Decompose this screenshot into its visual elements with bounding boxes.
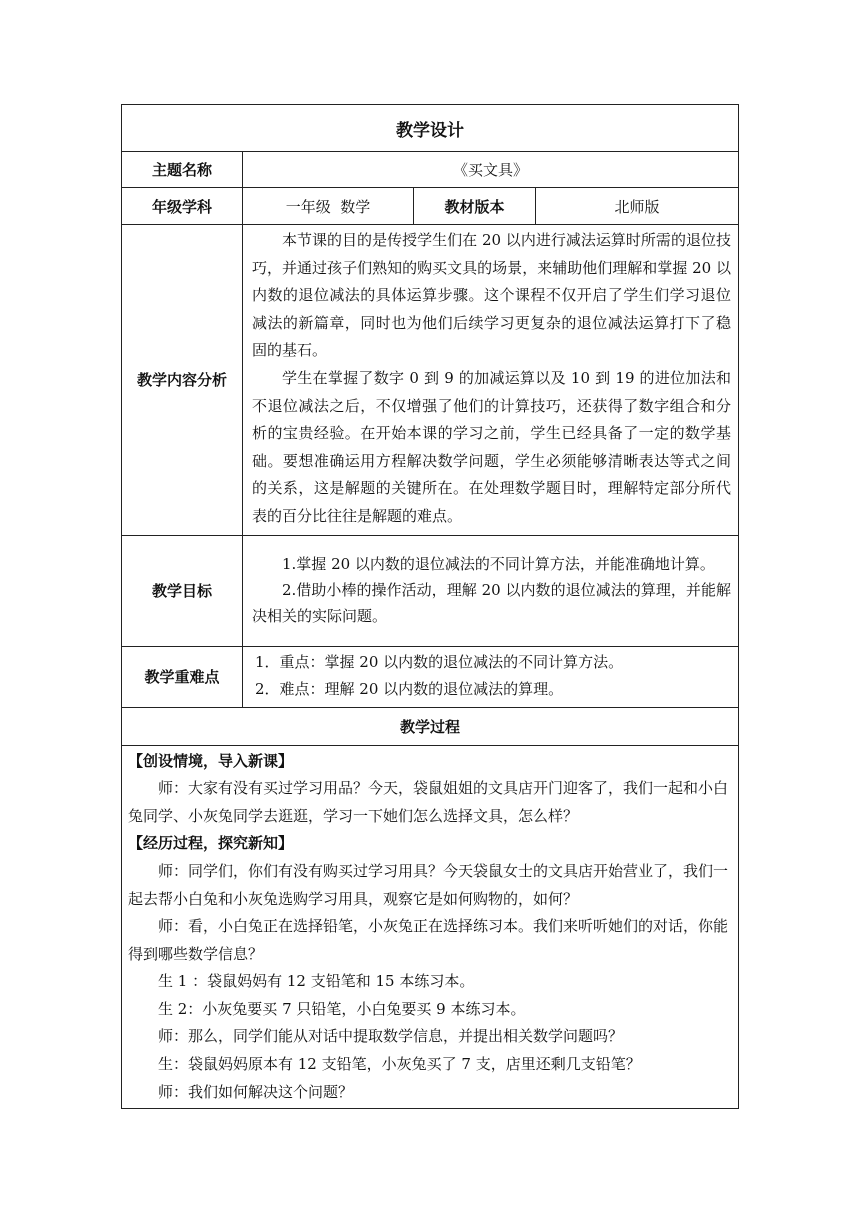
process-paragraph-2: 师：同学们，你们有没有购买过学习用具？今天袋鼠女士的文具店开始营业了，我们一起去帮小白兔和小灰兔选购学习用具，观察它是如何购物的，如何？	[128, 861, 729, 908]
process-paragraph-4: 生 1 ：袋鼠妈妈有 12 支铅笔和 15 本练习本。	[158, 972, 475, 991]
goal-item-2: 2.借助小棒的操作活动，理解 20 以内数的退位减法的算理，并能解决相关的实际问题。	[252, 580, 731, 625]
grade-label: 年级学科	[122, 188, 243, 225]
process-paragraph-6: 师：那么，同学们能从对话中提取数学信息，并提出相关数学问题吗？	[158, 1027, 624, 1046]
topic-value: 《买文具》	[243, 152, 739, 188]
process-paragraph-1: 师：大家有没有买过学习用品？今天，袋鼠姐姐的文具店开门迎客了，我们一起和小白兔同学、小灰兔同学去逛逛，学习一下她们怎么选择文具，怎么样？	[128, 779, 729, 825]
analysis-content	[243, 225, 739, 536]
edition-value: 北师版	[536, 188, 739, 225]
goal-item-1: 1.掌握 20 以内数的退位减法的不同计算方法，并能准确地计算。	[282, 554, 715, 573]
lesson-plan-table	[121, 104, 739, 1109]
analysis-paragraph-2: 学生在掌握了数字 0 到 9 的加减运算以及 10 到 19 的进位加法和不退位减法之后，不仅增强了他们的计算技巧，还获得了数字组合和分析的宝贵经验。在开始本课的学习之前，学生已经具备了一定的数学基础。要想准确运用方程解决数学问题，学生必须能够清晰表达等式之间的关系，这是解题的关键所在。在处理数学题目时，理解特定部分所代表的百分比往往是解题的难点。	[252, 368, 731, 525]
keypoints-label: 教学重难点	[122, 646, 243, 707]
analysis-label: 教学内容分析	[122, 225, 243, 536]
process-paragraph-7: 生：袋鼠妈妈原本有 12 支铅笔，小灰兔买了 7 支，店里还剩几支铅笔？	[158, 1055, 641, 1074]
process-content	[122, 745, 739, 1109]
edition-label: 教材版本	[414, 188, 536, 225]
process-heading-2: 【经历过程，探究新知】	[128, 834, 294, 853]
lesson-plan-document	[121, 104, 738, 1109]
process-paragraph-3: 师：看，小白兔正在选择铅笔，小灰兔正在选择练习本。我们来听听她们的对话，你能得到哪些数学信息？	[128, 917, 729, 963]
grade-value: 一年级 数学	[243, 188, 414, 225]
analysis-paragraph-1: 本节课的目的是传授学生们在 20 以内进行减法运算时所需的退位技巧，并通过孩子们熟知的购买文具的场景，来辅助他们理解和掌握 20 以内数的退位减法的具体运算步骤。这个课程不仅开启了学生们学习退位减法的新篇章，同时也为他们后续学习更复杂的退位减法运算打下了稳固的基石。	[252, 231, 731, 360]
keypoints-content	[243, 646, 739, 707]
topic-label: 主题名称	[122, 152, 243, 188]
goals-label: 教学目标	[122, 535, 243, 646]
keypoint-item-2: 2．难点：理解 20 以内数的退位减法的算理。	[255, 679, 564, 698]
goals-content	[243, 535, 739, 646]
process-label: 教学过程	[122, 707, 739, 745]
process-heading-1: 【创设情境，导入新课】	[128, 751, 294, 770]
process-paragraph-8: 师：我们如何解决这个问题？	[158, 1082, 354, 1101]
process-paragraph-5: 生 2：小灰兔要买 7 只铅笔，小白兔要买 9 本练习本。	[158, 999, 526, 1018]
keypoint-item-1: 1．重点：掌握 20 以内数的退位减法的不同计算方法。	[255, 652, 624, 671]
table-title: 教学设计	[122, 105, 739, 152]
